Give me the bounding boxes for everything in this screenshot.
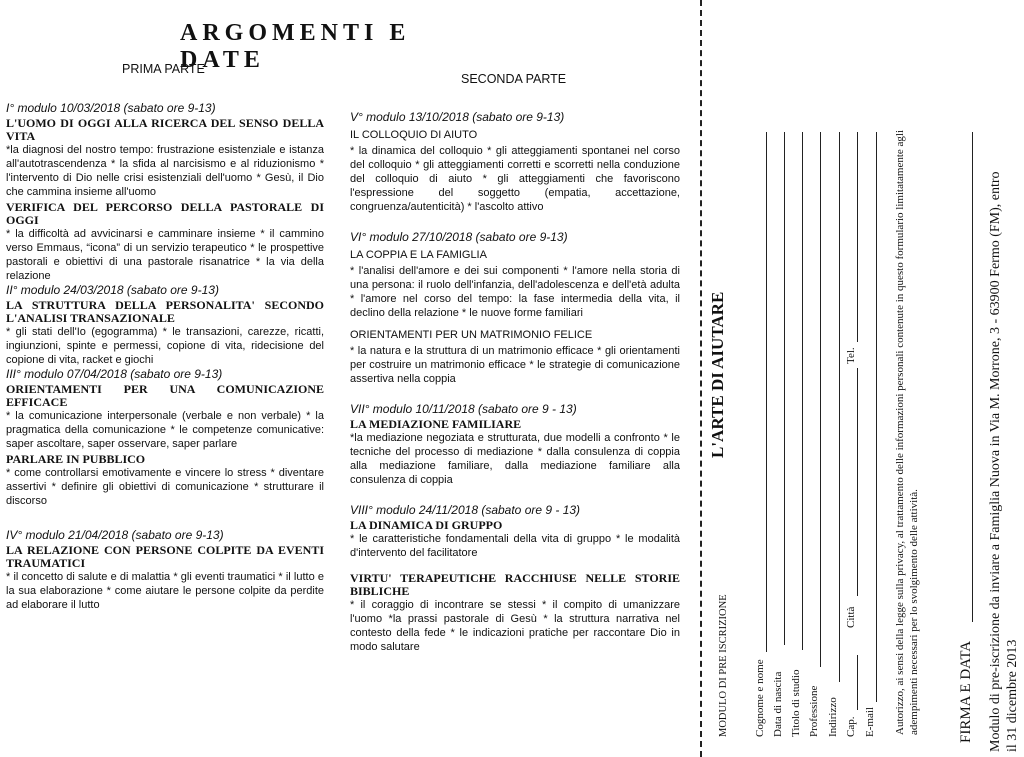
signature-date-label: FIRMA E DATA: [958, 640, 974, 743]
module-7-date: VII° modulo 10/11/2018 (sabato ore 9 - 13): [350, 402, 577, 416]
field-studio-line[interactable]: [802, 132, 803, 650]
module-5-date: V° modulo 13/10/2018 (sabato ore 9-13): [350, 110, 565, 124]
module-2-heading: LA STRUTTURA DELLA PERSONALITA' SECONDO L'ANALISI TRANSAZIONALE: [6, 298, 324, 325]
module-1-text-1: *la diagnosi del nostro tempo: frustrazione esistenziale e istanza all'autotrascendenza * la sfida al narcisismo e al riduzionismo * l'intervento di Dio nelle crisi esistenziali dell'uomo * Gesù, il Dio che cammina insieme all'uomo: [6, 144, 324, 198]
field-tel-line[interactable]: [857, 132, 858, 342]
module-3-text-1: * la comunicazione interpersonale (verbale e non verbale) * la pragmatica della comunicazione * le competenze comunicative: saper ascoltare, saper osservare, saper parlare: [6, 410, 324, 450]
form-modulo-label: MODULO DI PRE ISCRIZIONE: [718, 594, 729, 737]
module-7-text: *la mediazione negoziata e strutturata, due modelli a confronto * le tecniche del processo di mediazione * dalla consulenza di coppia alla mediazione familiare, dalla mediazione familiare alla consulenza di coppia: [350, 432, 680, 486]
cut-line: [700, 0, 702, 757]
field-email-label: E-mail: [864, 707, 876, 737]
module-8-text-1: * le caratteristiche fondamentali della vita di gruppo * le modalità d'intervento del facilitatore: [350, 533, 680, 559]
module-4-text: * il concetto di salute e di malattia * gli eventi traumatici * il lutto e la sua elaborazione * come aiutare le persone colpite da perdite ad elaborare il lutto: [6, 571, 324, 611]
module-3-date: III° modulo 07/04/2018 (sabato ore 9-13): [6, 367, 223, 381]
field-cognome-label: Cognome e nome: [754, 659, 766, 737]
module-6-heading-1: LA COPPIA E LA FAMIGLIA: [350, 249, 487, 261]
field-citta-label: Città: [845, 606, 857, 628]
module-4-heading: LA RELAZIONE CON PERSONE COLPITE DA EVENTI TRAUMATICI: [6, 543, 324, 570]
left-column: [6, 97, 324, 612]
module-5-heading: IL COLLOQUIO DI AIUTO: [350, 129, 478, 141]
field-professione-label: Professione: [808, 685, 820, 737]
module-1-date: I° modulo 10/03/2018 (sabato ore 9-13): [6, 101, 216, 115]
privacy-consent-text: Autorizzo, ai sensi della legge sulla privacy, al trattamento delle informazioni personali contenute in questo formulario limitatamente agli adempimenti necessari per lo svolgimento delle attività.: [894, 129, 920, 735]
right-column: [350, 106, 680, 654]
module-2-date: II° modulo 24/03/2018 (sabato ore 9-13): [6, 283, 219, 297]
module-2-text: * gli stati dell'Io (egogramma) * le transazioni, carezze, ricatti, ingiunzioni, spinte e permessi, copione di vita, ridecisione del copione di vita, racket e giochi: [6, 326, 324, 366]
field-studio-label: Titolo di studio: [790, 669, 802, 737]
page-title: ARGOMENTI E DATE: [180, 20, 411, 73]
module-8-text-2: * il coraggio di incontrare se stessi * il compito di umanizzare l'uomo *la prassi pastorale di Gesù * la struttura narrativa nel contesto della fede * le indicazioni pratiche per raccontare Dio in modo salutare: [350, 599, 680, 653]
form-heading: L'ARTE DI AIUTARE: [708, 291, 727, 458]
part-two-label: SECONDA PARTE: [461, 72, 567, 86]
module-3-heading-2: PARLARE IN PUBBLICO: [6, 452, 146, 466]
module-1-heading-1: L'UOMO DI OGGI ALLA RICERCA DEL SENSO DELLA VITA: [6, 116, 324, 143]
field-professione-line[interactable]: [820, 132, 821, 667]
module-3-text-2: * come controllarsi emotivamente e vincere lo stress * diventare assertivi * definire gli obiettivi di comunicazione * strutturare il discorso: [6, 467, 324, 507]
field-tel-label: Tel.: [845, 347, 857, 364]
signature-line[interactable]: [972, 132, 973, 622]
module-6-date: VI° modulo 27/10/2018 (sabato ore 9-13): [350, 230, 568, 244]
module-5-text: * la dinamica del colloquio * gli atteggiamenti spontanei nel corso del colloquio * gli atteggiamenti corretti e scorretti nella conduzione del colloquio di aiuto * gli atteggiamenti che favoriscono l'espressione del soggetto (empatia, accettazione, congruenza/autenticità) * l'ascolto attivo: [350, 145, 680, 213]
field-cap-label: Cap.: [845, 716, 857, 737]
field-email-line[interactable]: [876, 132, 877, 702]
module-8-heading-2: VIRTU' TERAPEUTICHE RACCHIUSE NELLE STORIE BIBLICHE: [350, 571, 680, 598]
module-1-heading-2: VERIFICA DEL PERCORSO DELLA PASTORALE DI OGGI: [6, 200, 324, 227]
field-indirizzo-line[interactable]: [839, 132, 840, 682]
module-1-text-2: * la difficoltà ad avvicinarsi e camminare insieme * il cammino verso Emmaus, “icona” di un servizio terapeutico * le prospettive pastorali e obiettivi di una pastorale risanatrice * la via della relazione: [6, 228, 324, 282]
send-instructions-line-1: Modulo di pre-iscrizione da inviare a Famiglia Nuova in Via M. Morrone, 3 - 63900 Fermo (FM), entro: [988, 171, 1003, 752]
send-instructions-line-2: il 31 dicembre 2013: [1005, 639, 1020, 752]
module-8-date: VIII° modulo 24/11/2018 (sabato ore 9 - 13): [350, 503, 581, 517]
field-nascita-line[interactable]: [784, 132, 785, 645]
field-nascita-label: Data di nascita: [772, 671, 784, 737]
part-one-label: PRIMA PARTE: [122, 62, 205, 76]
module-6-text-1: * l'analisi dell'amore e dei sui componenti * l'amore nella storia di una persona: il ruolo dell'infanzia, dell'adolescenza e dell'età adulta * l'amore nel corso del tempo: la fase intermedia della vita, il declino della relazione * le nuove forme familiari: [350, 265, 680, 319]
module-4-date: IV° modulo 21/04/2018 (sabato ore 9-13): [6, 528, 224, 542]
module-7-heading: LA MEDIAZIONE FAMILIARE: [350, 417, 522, 431]
module-6-heading-2: ORIENTAMENTI PER UN MATRIMONIO FELICE: [350, 329, 593, 341]
field-citta-line[interactable]: [857, 368, 858, 596]
field-cognome-line[interactable]: [766, 132, 767, 652]
field-indirizzo-label: Indirizzo: [827, 697, 839, 737]
field-cap-line[interactable]: [857, 655, 858, 710]
module-8-heading-1: LA DINAMICA DI GRUPPO: [350, 518, 503, 532]
module-6-text-2: * la natura e la struttura di un matrimonio efficace * gli orientamenti per costruire un matrimonio efficace * le strategie di comunicazione assertiva nella coppia: [350, 345, 680, 385]
module-3-heading-1: ORIENTAMENTI PER UNA COMUNICAZIONE EFFICACE: [6, 382, 324, 409]
